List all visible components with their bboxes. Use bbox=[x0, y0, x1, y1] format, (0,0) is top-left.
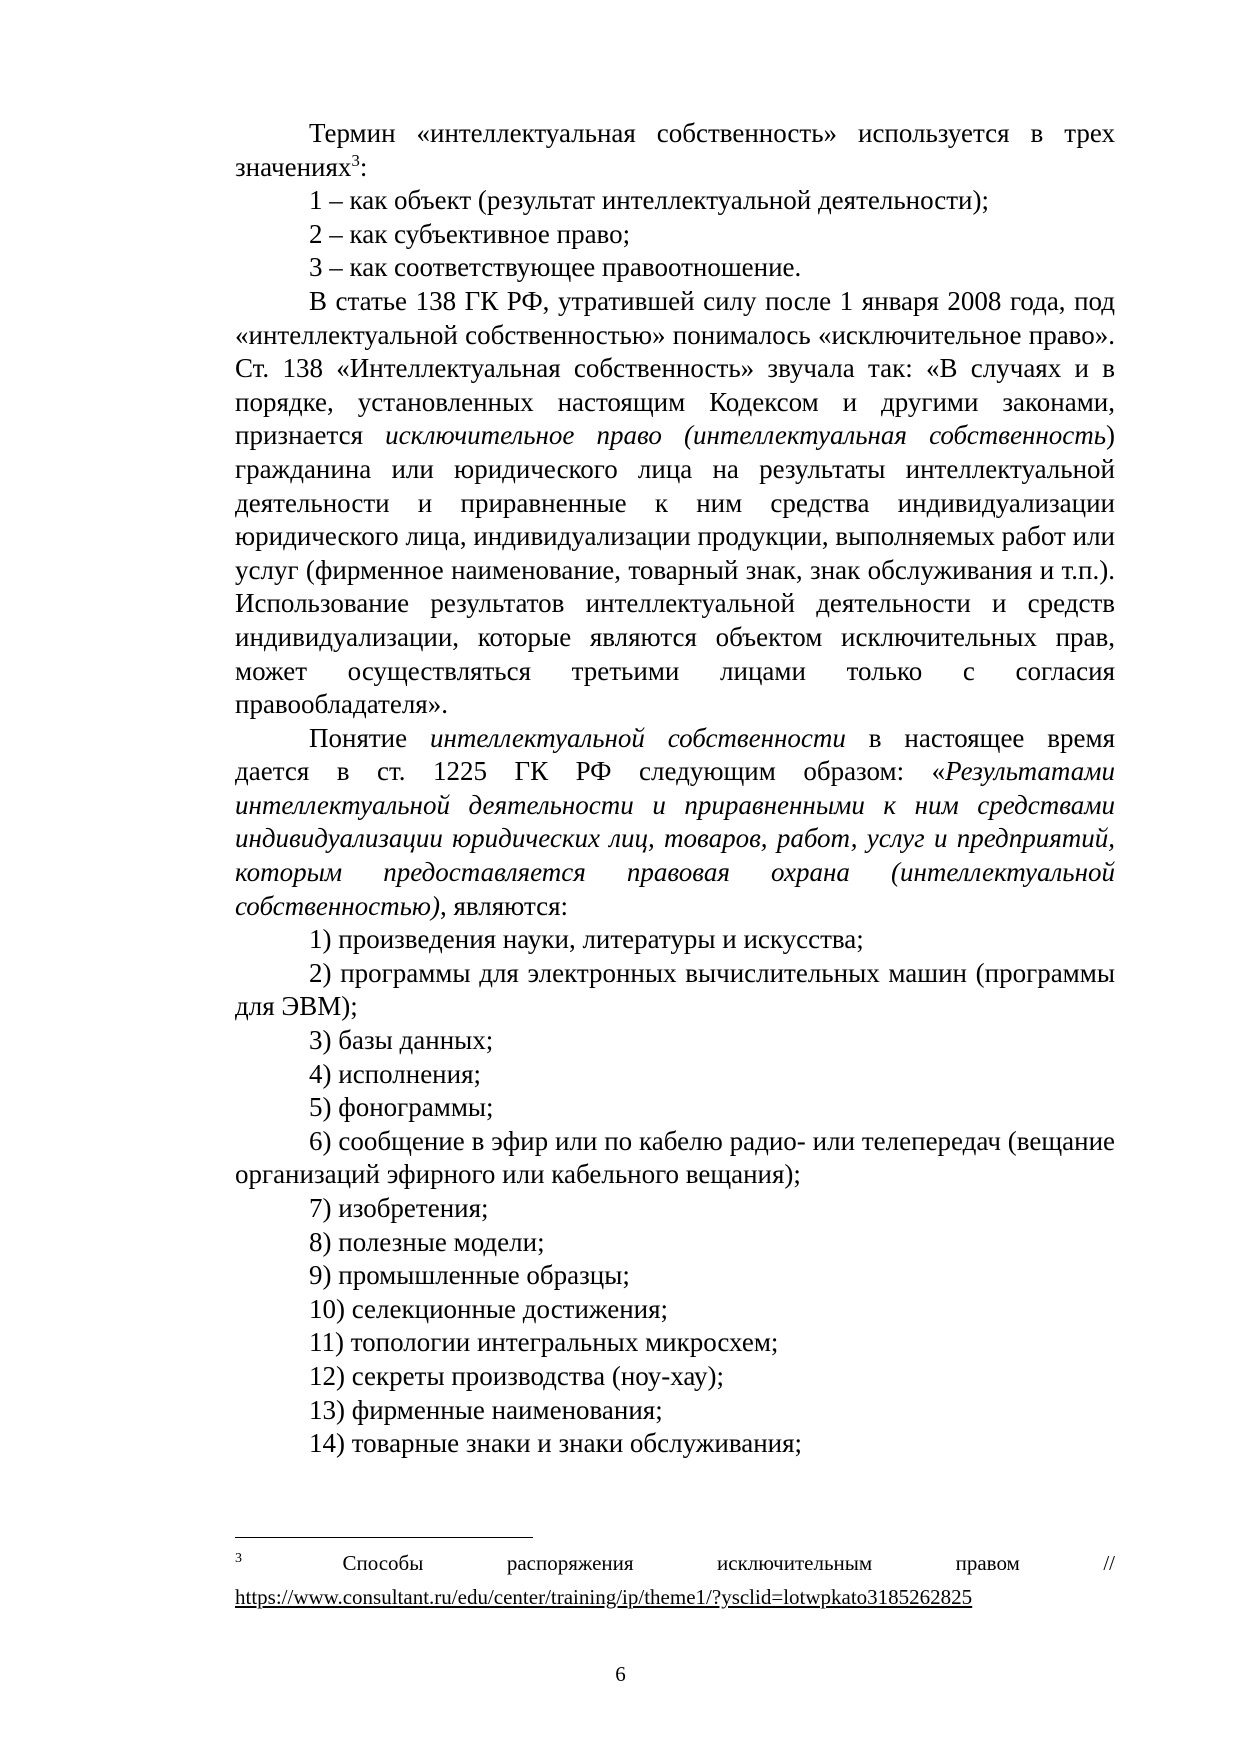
paragraph-text: : bbox=[359, 151, 368, 182]
paragraph-article-138 bbox=[235, 285, 1115, 722]
object-item: 11) топологии интегральных микросхем; bbox=[309, 1327, 779, 1358]
meaning-item: 1 – как объект (результат интеллектуальной деятельности); bbox=[309, 185, 989, 216]
object-item: 3) базы данных; bbox=[309, 1025, 494, 1056]
footnote-reference[interactable]: 3 bbox=[351, 150, 360, 170]
paragraph-text: ) гражданина или юридического лица на результаты интеллектуальной деятельности и приравненные к ним средства индивидуализации юридического лица, индивидуализации продукции, выполняемых работ или услуг (фирменное наименование, товарный знак, знак обслуживания и т.п.). Использование результатов интеллектуальной деятельности и средств индивидуализации, которые являются объектом исключительных прав, может осуществляться третьими лицами только с согласия правообладателя». bbox=[235, 420, 1116, 720]
footnote-mark: 3 bbox=[235, 1551, 242, 1566]
object-item: 6) сообщение в эфир или по кабелю радио- или телепередач (вещание организаций эфирного или кабельного вещания); bbox=[235, 1125, 1115, 1190]
paragraph-text: в настоящее время дается в ст. 1225 ГК РФ следующим образом: « bbox=[235, 722, 1115, 787]
italic-text: интеллектуальной собственности bbox=[429, 722, 846, 753]
meaning-item: 2 – как субъективное право; bbox=[309, 218, 631, 249]
object-item: 2) программы для электронных вычислительных машин (программы для ЭВМ); bbox=[235, 957, 1115, 1022]
object-item: 10) селекционные достижения; bbox=[309, 1293, 669, 1324]
object-item: 1) произведения науки, литературы и искусства; bbox=[309, 924, 864, 955]
object-item: 14) товарные знаки и знаки обслуживания; bbox=[309, 1428, 803, 1459]
object-item: 4) исполнения; bbox=[309, 1058, 481, 1089]
object-item: 8) полезные модели; bbox=[309, 1226, 545, 1257]
paragraph-text: В статье 138 ГК РФ, утратившей силу после 1 января 2008 года, под «интеллектуальной собственностью» понималось «исключительное право». Ст. 138 «Интеллектуальная собственность» звучала так: «В случаях и в порядке, установленных настоящим Кодексом и другими законами, признается bbox=[235, 285, 1115, 451]
italic-text: исключительное право (интеллектуальная собственность bbox=[385, 420, 1107, 451]
footnote-word: исключительным bbox=[717, 1551, 873, 1575]
footnote-word: Способы bbox=[342, 1551, 424, 1575]
page-number: 6 bbox=[615, 1662, 626, 1686]
footnote-word: правом bbox=[955, 1551, 1020, 1575]
body-text bbox=[235, 117, 1115, 1461]
footnote-separator bbox=[235, 1537, 533, 1538]
object-item: 7) изобретения; bbox=[309, 1193, 489, 1223]
paragraph-term-meanings bbox=[235, 117, 1115, 184]
footnote-word: распоряжения bbox=[506, 1551, 634, 1575]
italic-text: Результатами интеллектуальной деятельности и приравненными к ним средствами индивидуализации юридических лиц, товаров, работ, услуг и предприятий, которым предоставляется правовая охрана (интеллектуальной собственностью) bbox=[235, 756, 1115, 921]
object-item: 5) фонограммы; bbox=[309, 1092, 494, 1123]
footnote bbox=[235, 1548, 1115, 1612]
object-item: 9) промышленные образцы; bbox=[309, 1260, 630, 1291]
object-item: 12) секреты производства (ноу-хау); bbox=[309, 1360, 724, 1391]
footnote-first-line bbox=[235, 1548, 1115, 1582]
footnote-word: // bbox=[1103, 1551, 1115, 1575]
footnote-link[interactable]: https://www.consultant.ru/edu/center/training/ip/theme1/?ysclid=lotwpkato3185262825 bbox=[235, 1585, 973, 1609]
paragraph-text: Понятие bbox=[309, 722, 430, 753]
meaning-item: 3 – как соответствующее правоотношение. bbox=[309, 252, 802, 283]
paragraph-text: Термин «интеллектуальная собственность» используется в трех значениях bbox=[235, 118, 1115, 182]
object-item: 13) фирменные наименования; bbox=[309, 1394, 663, 1425]
paragraph-text: , являются: bbox=[439, 890, 569, 921]
paragraph-article-1225 bbox=[235, 722, 1115, 924]
